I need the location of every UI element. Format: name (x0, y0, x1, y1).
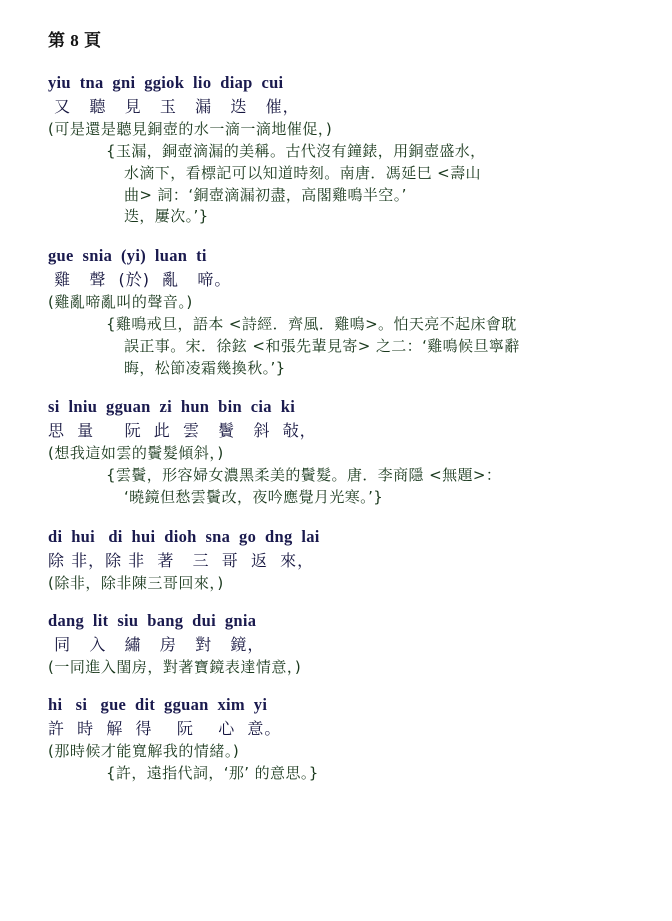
romanization-line: gue snia (yi) luan ti (48, 246, 207, 265)
romanization-line: yiu tna gni ggiok lio diap cui (48, 73, 284, 92)
hanzi-line: 許 時 解 得 阮 心 意。 (48, 718, 282, 738)
gloss-line: ‘曉鏡但愁雲鬢改，夜吟應覺月光寒。’} (124, 488, 384, 506)
text-entry (48, 397, 654, 509)
hanzi-line: 同 入 繡 房 對 鏡， (48, 634, 265, 654)
hanzi-line: 思 量 阮 此 雲 鬢 斜 敧， (48, 421, 317, 441)
paraphrase-line: (那時候才能寬解我的情緒。) (48, 741, 240, 760)
hanzi-line: 除 非，除 非 著 三 哥 返 來， (48, 550, 315, 570)
romanization-line: si lniu gguan zi hun bin cia ki (48, 397, 296, 417)
text-entry (48, 695, 654, 785)
gloss-line: 誤正事。宋．徐鉉 <和張先輩見寄> 之二：‘雞鳴候旦寧辭 (124, 336, 520, 355)
gloss-line: {玉漏，銅壺滴漏的美稱。古代沒有鐘錶，用銅壺盛水， (106, 142, 486, 160)
gloss-line: 迭，屢次。’} (124, 207, 209, 226)
gloss-line: {雲鬢，形容婦女濃黑柔美的鬢髮。唐．李商隱 <無題>： (106, 466, 502, 485)
text-entry (48, 73, 654, 228)
gloss-line: {許，遠指代詞，‘那’ 的意思。} (106, 763, 319, 782)
gloss-block (106, 141, 654, 228)
paraphrase-line: (一同進入閨房，對著寶鏡表達情意，) (48, 657, 302, 676)
gloss-line: {雞鳴戒旦，語本 <詩經．齊風．雞鳴>。怕天亮不起床會耽 (106, 315, 517, 333)
romanization-line: hi si gue dit gguan xim yi (48, 694, 268, 714)
hanzi-line: 又 聽 見 玉 漏 迭 催， (48, 97, 300, 116)
gloss-line: 晦，松節凌霜幾換秋。’} (124, 358, 286, 377)
paraphrase-line: (除非，除非陳三哥回來，) (48, 573, 224, 592)
paraphrase-line: (雞亂啼亂叫的聲音。) (48, 293, 193, 311)
text-entry (48, 611, 654, 677)
romanization-line: di hui di hui dioh sna go dng lai (48, 526, 320, 546)
paraphrase-line: (想我這如雲的鬢髮傾斜，) (48, 444, 224, 463)
page-title: 第 8 頁 (48, 31, 102, 50)
gloss-block (106, 314, 654, 379)
romanization-line: dang lit siu bang dui gnia (48, 610, 257, 630)
gloss-line: 水滴下，看標記可以知道時刻。南唐．馮延巳 <壽山 (124, 163, 481, 182)
gloss-line: 曲> 詞：‘銅壺滴漏初盡，高閣雞鳴半空。’ (124, 185, 407, 204)
paraphrase-line: (可是還是聽見銅壺的水一滴一滴地催促，) (48, 120, 333, 138)
text-entry (48, 246, 654, 379)
text-entry (48, 527, 654, 593)
gloss-block (106, 763, 654, 785)
gloss-block (106, 465, 654, 509)
hanzi-line: 雞 聲 (於) 亂 啼。 (48, 270, 232, 289)
